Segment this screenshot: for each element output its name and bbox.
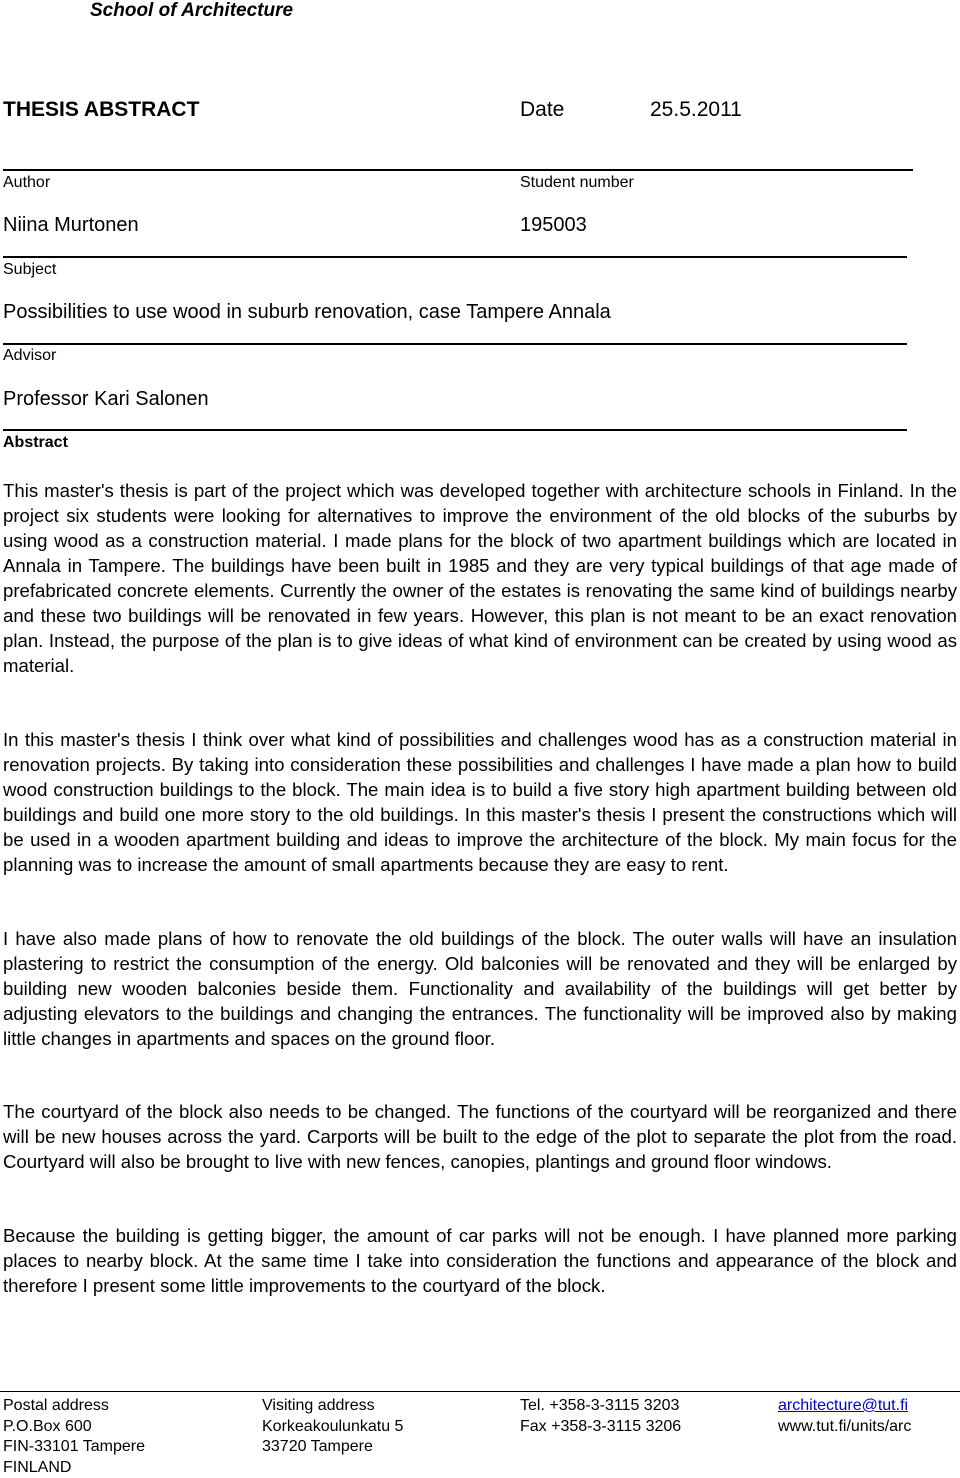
- divider: [3, 429, 907, 431]
- divider: [3, 169, 913, 171]
- postal-address-label: Postal address: [3, 1396, 145, 1417]
- student-number-label: Student number: [520, 174, 634, 192]
- date-value: 25.5.2011: [650, 98, 742, 122]
- document-title: THESIS ABSTRACT: [3, 98, 199, 122]
- email-link[interactable]: architecture@tut.fi: [778, 1396, 911, 1417]
- abstract-paragraph: The courtyard of the block also needs to be changed. The functions of the courtyard will be reorganized and there will be new houses across the yard. Carports will be built to the edge of the plot to separate the plot from the road. Courtyard will also be brought to live with new fences, canopies, plantings and ground floor windows.: [3, 1099, 957, 1174]
- fax: Fax +358-3-3115 3206: [520, 1417, 681, 1438]
- author-value: Niina Murtonen: [3, 214, 139, 237]
- footer-web: [778, 1396, 911, 1437]
- footer-visiting-address: [262, 1396, 403, 1458]
- abstract-paragraph: This master's thesis is part of the project which was developed together with architecture schools in Finland. In the project six students were looking for alternatives to improve the environment of the old blocks of the suburbs by using wood as a construction material. I made plans for the block of two apartment buildings which are located in Annala in Tampere. The buildings have been built in 1985 and they are very typical buildings of that age made of prefabricated concrete elements. Currently the owner of the estates is renovating the same kind of buildings nearby and these two buildings will be renovated in few years. However, this plan is not meant to be an exact renovation plan. Instead, the purpose of the plan is to give ideas of what kind of environment can be created by using wood as material.: [3, 478, 957, 678]
- school-name: School of Architecture: [90, 0, 293, 22]
- abstract-paragraph: Because the building is getting bigger, the amount of car parks will not be enough. I have planned more parking places to nearby block. At the same time I take into consideration the functions and appearance of the block and therefore I present some little improvements to the courtyard of the block.: [3, 1223, 957, 1298]
- abstract-label: Abstract: [3, 434, 68, 452]
- date-label: Date: [520, 98, 564, 122]
- advisor-value: Professor Kari Salonen: [3, 388, 209, 411]
- abstract-paragraph: I have also made plans of how to renovate the old buildings of the block. The outer walls will have an insulation plastering to restrict the consumption of the energy. Old balconies will be renovated and they will be enlarged by building new wooden balconies beside them. Functionality and availability of the buildings will get better by adjusting elevators to the buildings and changing the entrances. The functionality will be improved also by making little changes in apartments and spaces on the ground floor.: [3, 926, 957, 1051]
- website: www.tut.fi/units/arc: [778, 1417, 911, 1438]
- footer-postal-address: [3, 1396, 145, 1478]
- postal-address-line: FINLAND: [3, 1458, 145, 1478]
- author-label: Author: [3, 174, 50, 192]
- advisor-label: Advisor: [3, 347, 56, 365]
- postal-address-line: P.O.Box 600: [3, 1417, 145, 1438]
- divider: [3, 343, 907, 345]
- telephone: Tel. +358-3-3115 3203: [520, 1396, 681, 1417]
- visiting-address-line: Korkeakoulunkatu 5: [262, 1417, 403, 1438]
- divider: [3, 256, 907, 258]
- subject-value: Possibilities to use wood in suburb renovation, case Tampere Annala: [3, 301, 611, 324]
- visiting-address-label: Visiting address: [262, 1396, 403, 1417]
- footer-divider: [0, 1391, 960, 1392]
- postal-address-line: FIN-33101 Tampere: [3, 1437, 145, 1458]
- subject-label: Subject: [3, 261, 56, 279]
- student-number-value: 195003: [520, 214, 587, 237]
- footer-phone: [520, 1396, 681, 1437]
- abstract-paragraph: In this master's thesis I think over what kind of possibilities and challenges wood has as a construction material in renovation projects. By taking into consideration these possibilities and challenges I have made a plan how to build wood construction buildings to the block. The main idea is to build a five story high apartment building between old buildings and build one more story to the old buildings. In this master's thesis I present the constructions which will be used in a wooden apartment building and ideas to improve the architecture of the block. My main focus for the planning was to increase the amount of small apartments because they are easy to rent.: [3, 727, 957, 877]
- visiting-address-line: 33720 Tampere: [262, 1437, 403, 1458]
